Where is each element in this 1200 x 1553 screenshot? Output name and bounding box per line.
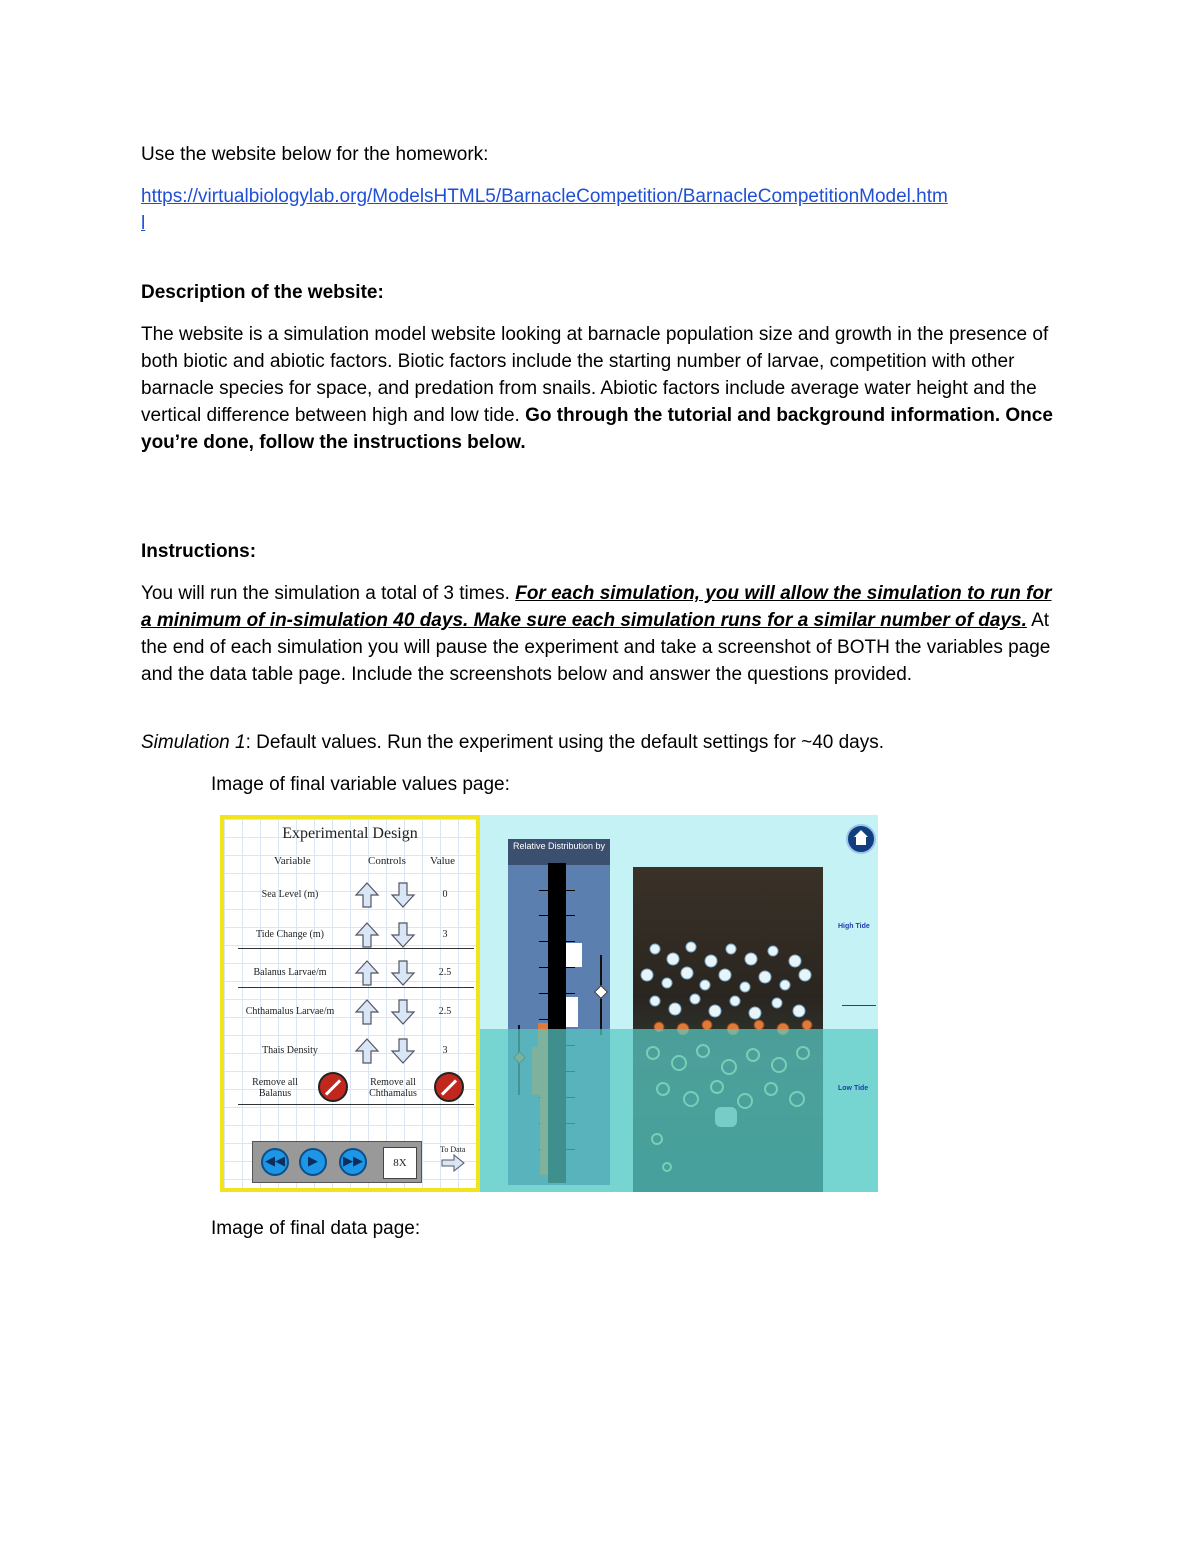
simulation-1-text [141, 729, 1061, 756]
image-1-caption: Image of final variable values page: [211, 774, 510, 795]
sea-level-line [842, 1005, 876, 1006]
row-label: Balanus Larvae/m [253, 967, 327, 978]
home-button[interactable] [846, 824, 876, 854]
simulation-1-description: : Default values. Run the experiment using the default settings for ~40 days. [245, 732, 885, 753]
water-layer [480, 1029, 878, 1192]
description-text: The website is a simulation model website looking at barnacle population size and growth in the presence of both biotic and abiotic factors. Biotic factors include the starting number of larvae, competition with other barnacle species for space, and predation from snails. Abiotic factors include average water height and the vertical difference between high and low tide. [141, 324, 1049, 426]
instructions-rest: At the end of each simulation you will pause the experiment and take a screenshot of BOTH the variables page and the data table page. Include the screenshots below and answer the questions provided. [141, 610, 1051, 685]
homework-link-line2[interactable]: l [141, 213, 146, 234]
up-arrow-icon[interactable] [354, 881, 380, 909]
remove-balanus-label: Remove all Balanus [252, 1077, 298, 1099]
panel-title: Experimental Design [282, 825, 418, 842]
to-data-button[interactable] [440, 1145, 466, 1174]
row-thais-density [224, 1033, 476, 1071]
speed-display[interactable]: 8X [383, 1147, 417, 1179]
scale-tick [539, 890, 575, 891]
right-arrow-icon [440, 1154, 466, 1172]
description-body [141, 321, 1061, 456]
up-arrow-icon[interactable] [354, 959, 380, 987]
simulation-1-label: Simulation 1 [141, 732, 246, 753]
simulation-screenshot [220, 815, 878, 1192]
scale-tick [539, 967, 575, 968]
instructions-heading: Instructions: [141, 541, 257, 562]
row-tide-change [224, 917, 476, 955]
down-arrow-icon[interactable] [390, 1037, 416, 1065]
col-variable-header: Variable [274, 855, 311, 867]
col-value-header: Value [430, 855, 456, 867]
scale-tick [539, 993, 575, 994]
image-2-caption: Image of final data page: [211, 1218, 421, 1239]
description-heading: Description of the website: [141, 282, 384, 303]
row-divider [238, 948, 474, 949]
col-controls-header: Controls [368, 855, 406, 867]
instructions-emphasis: For each simulation, you will allow the simulation to run for a minimum of in-simulation 40 days. Make sure each simulation runs for a similar number of days. [141, 583, 1052, 631]
homework-link[interactable] [141, 183, 1071, 237]
scale-tick [539, 941, 575, 942]
remove-balanus-button[interactable] [318, 1072, 348, 1102]
instructions-body [141, 580, 1061, 688]
playback-controls [252, 1141, 422, 1183]
up-arrow-icon[interactable] [354, 921, 380, 949]
distribution-header: Relative Distribution by [508, 839, 610, 865]
description-bold-text: Go through the tutorial and background information. Once you’re done, follow the instructions below. [141, 405, 1053, 453]
intro-text: Use the website below for the homework: [141, 144, 489, 165]
remove-chthamalus-button[interactable] [434, 1072, 464, 1102]
row-label: Sea Level (m) [261, 889, 319, 900]
to-data-label: To Data [440, 1145, 466, 1154]
down-arrow-icon[interactable] [390, 959, 416, 987]
down-arrow-icon[interactable] [390, 998, 416, 1026]
play-button[interactable]: ▶ [299, 1148, 327, 1176]
row-value: 3 [442, 929, 448, 940]
homework-link-line1[interactable]: https://virtualbiologylab.org/ModelsHTML5/BarnacleCompetition/BarnacleCompetitionModel.htm [141, 186, 948, 207]
row-sea-level [224, 877, 476, 915]
up-arrow-icon[interactable] [354, 1037, 380, 1065]
balanus-distribution-bar [566, 997, 578, 1027]
row-value: 0 [442, 889, 448, 900]
down-arrow-icon[interactable] [390, 921, 416, 949]
row-divider [238, 1104, 474, 1105]
row-value: 2.5 [438, 1006, 452, 1017]
scale-tick [539, 915, 575, 916]
down-arrow-icon[interactable] [390, 881, 416, 909]
experimental-design-panel [220, 815, 480, 1192]
remove-chthamalus-label: Remove all Chthamalus [369, 1077, 417, 1099]
row-divider [238, 987, 474, 988]
rewind-button[interactable]: ◀◀ [261, 1148, 289, 1176]
row-label: Chthamalus Larvae/m [245, 1006, 335, 1017]
balanus-distribution-bar [566, 943, 582, 967]
row-chthamalus-larvae [224, 994, 476, 1032]
row-value: 2.5 [438, 967, 452, 978]
row-label: Tide Change (m) [256, 929, 324, 940]
low-tide-label: Low Tide [838, 1085, 869, 1092]
up-arrow-icon[interactable] [354, 998, 380, 1026]
row-value: 3 [442, 1045, 448, 1056]
row-label: Thais Density [262, 1045, 318, 1056]
high-tide-label: High Tide [838, 923, 870, 930]
instructions-start: You will run the simulation a total of 3 times. [141, 583, 510, 604]
fast-forward-button[interactable]: ▶▶ [339, 1148, 367, 1176]
